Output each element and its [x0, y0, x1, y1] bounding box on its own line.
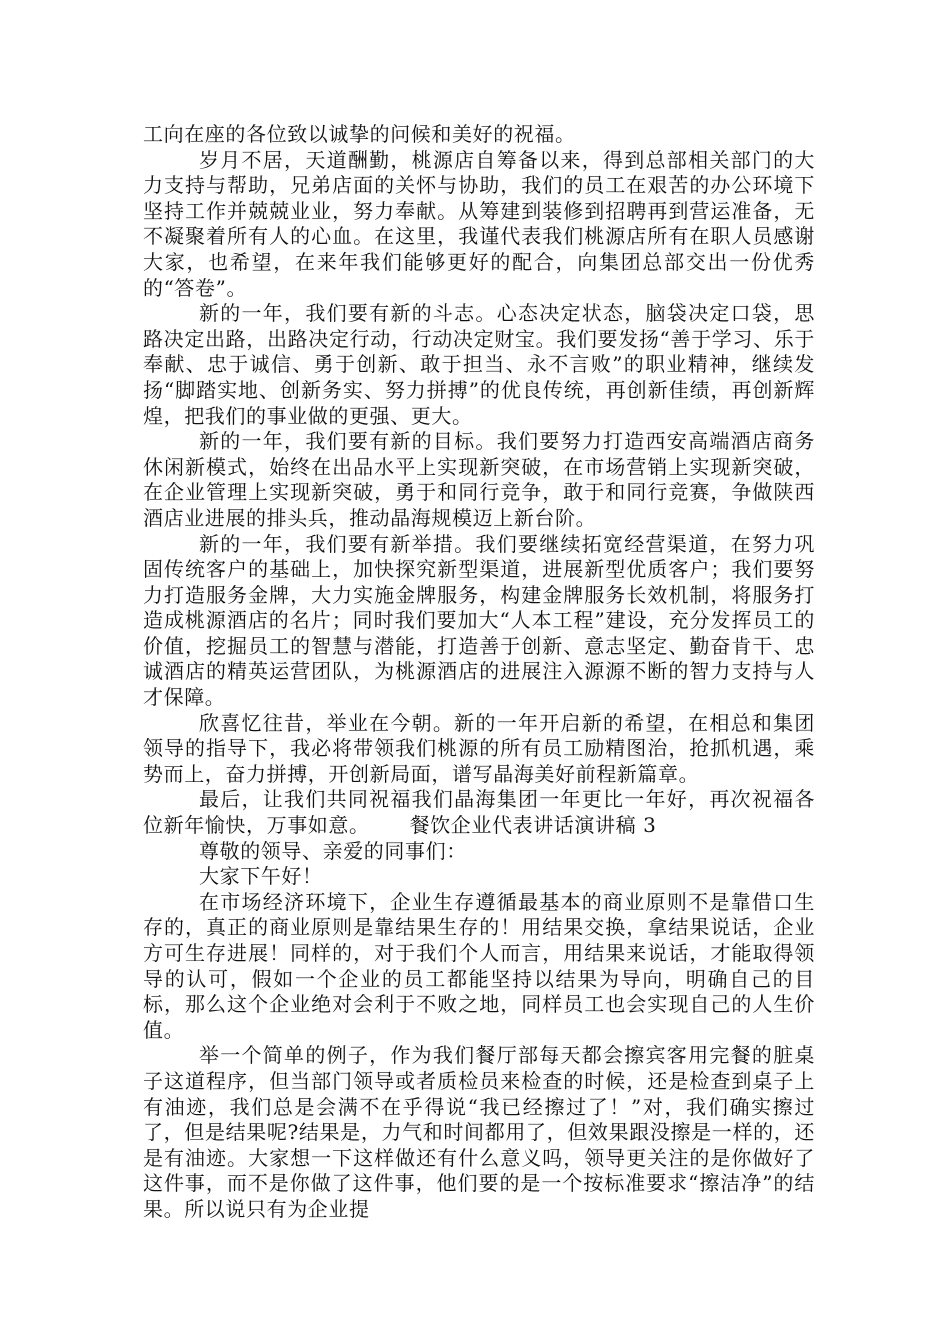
paragraph-11: 举一个简单的例子，作为我们餐厅部每天都会擦宾客用完餐的脏桌子这道程序，但当部门领导或者质检员来检查的时候，还是检查到桌子上有油迹，我们总是会满不在乎得说“我已经擦过了！”对，我们确实擦过了，但是结果呢?结果是，力气和时间都用了，但效果跟没擦是一样的，还是有油迹。大家想一下这样做还有什么意义吗，领导更关注的是你做好了这件事，而不是你做了这件事，他们要的是一个按标准要求“擦洁净”的结果。所以说只有为企业提 — [143, 1043, 815, 1221]
paragraph-3: 新的一年，我们要有新的斗志。心态决定状态，脑袋决定口袋，思路决定出路，出路决定行动，行动决定财宝。我们要发扬“善于学习、乐于奉献、忠于诚信、勇于创新、敢于担当、永不言败”的职业精神，继续发扬“脚踏实地、创新务实、努力拼搏”的优良传统，再创新佳绩，再创新辉煌，把我们的事业做的更强、更大。 — [143, 301, 815, 428]
paragraph-2: 岁月不居，天道酬勤，桃源店自筹备以来，得到总部相关部门的大力支持与帮助，兄弟店面的关怀与协助，我们的员工在艰苦的办公环境下坚持工作并兢兢业业，努力奉献。从筹建到装修到招聘再到营运准备，无不凝聚着所有人的心血。在这里，我谨代表我们桃源店所有在职人员感谢大家，也希望，在来年我们能够更好的配合，向集团总部交出一份优秀的“答卷”。 — [143, 147, 815, 300]
paragraph-6: 欣喜忆往昔，举业在今朝。新的一年开启新的希望，在相总和集团领导的指导下，我必将带领我们桃源的所有员工励精图治，抢抓机遇，乘势而上，奋力拼搏，开创新局面，谱写晶海美好前程新篇章。 — [143, 710, 815, 786]
paragraph-10: 在市场经济环境下，企业生存遵循最基本的商业原则不是靠借口生存的，真正的商业原则是靠结果生存的！用结果交换，拿结果说话，企业方可生存进展！同样的，对于我们个人而言，用结果来说话，才能取得领导的认可，假如一个企业的员工都能坚持以结果为导向，明确自己的目标，那么这个企业绝对会利于不败之地，同样员工也会实现自己的人生价值。 — [143, 889, 815, 1042]
paragraph-1: 工向在座的各位致以诚挚的问候和美好的祝福。 — [143, 122, 576, 146]
speech-title: 餐饮企业代表讲话演讲稿 3 — [409, 813, 657, 838]
paragraph-5: 新的一年，我们要有新举措。我们要继续拓宽经营渠道，在努力巩固传统客户的基础上，加快探究新型渠道，进展新型优质客户；我们要努力打造服务金牌，大力实施金牌服务，构建金牌服务长效机制，将服务打造成桃源酒店的名片；同时我们要加大“人本工程”建设，充分发挥员工的价值，挖掘员工的智慧与潜能，打造善于创新、意志坚定、勤奋肯干、忠诚酒店的精英运营团队，为桃源酒店的进展注入源源不断的智力支持与人才保障。 — [143, 531, 815, 710]
document-body — [143, 122, 815, 1223]
salutation: 尊敬的领导、亲爱的同事们： — [199, 838, 467, 863]
closing-text: 最后，让我们共同祝福我们晶海集团一年更比一年好，再次祝福各位新年愉快，万事如意。 — [143, 787, 815, 838]
greeting: 大家下午好！ — [199, 864, 323, 889]
paragraph-4: 新的一年，我们要有新的目标。我们要努力打造西安高端酒店商务休闲新模式，始终在出品水平上实现新突破，在市场营销上实现新突破，在企业管理上实现新突破，勇于和同行竞争，敢于和同行竞赛，争做陕西酒店业进展的排头兵，推动晶海规模迈上新台阶。 — [143, 429, 815, 530]
paragraph-7 — [143, 787, 815, 838]
